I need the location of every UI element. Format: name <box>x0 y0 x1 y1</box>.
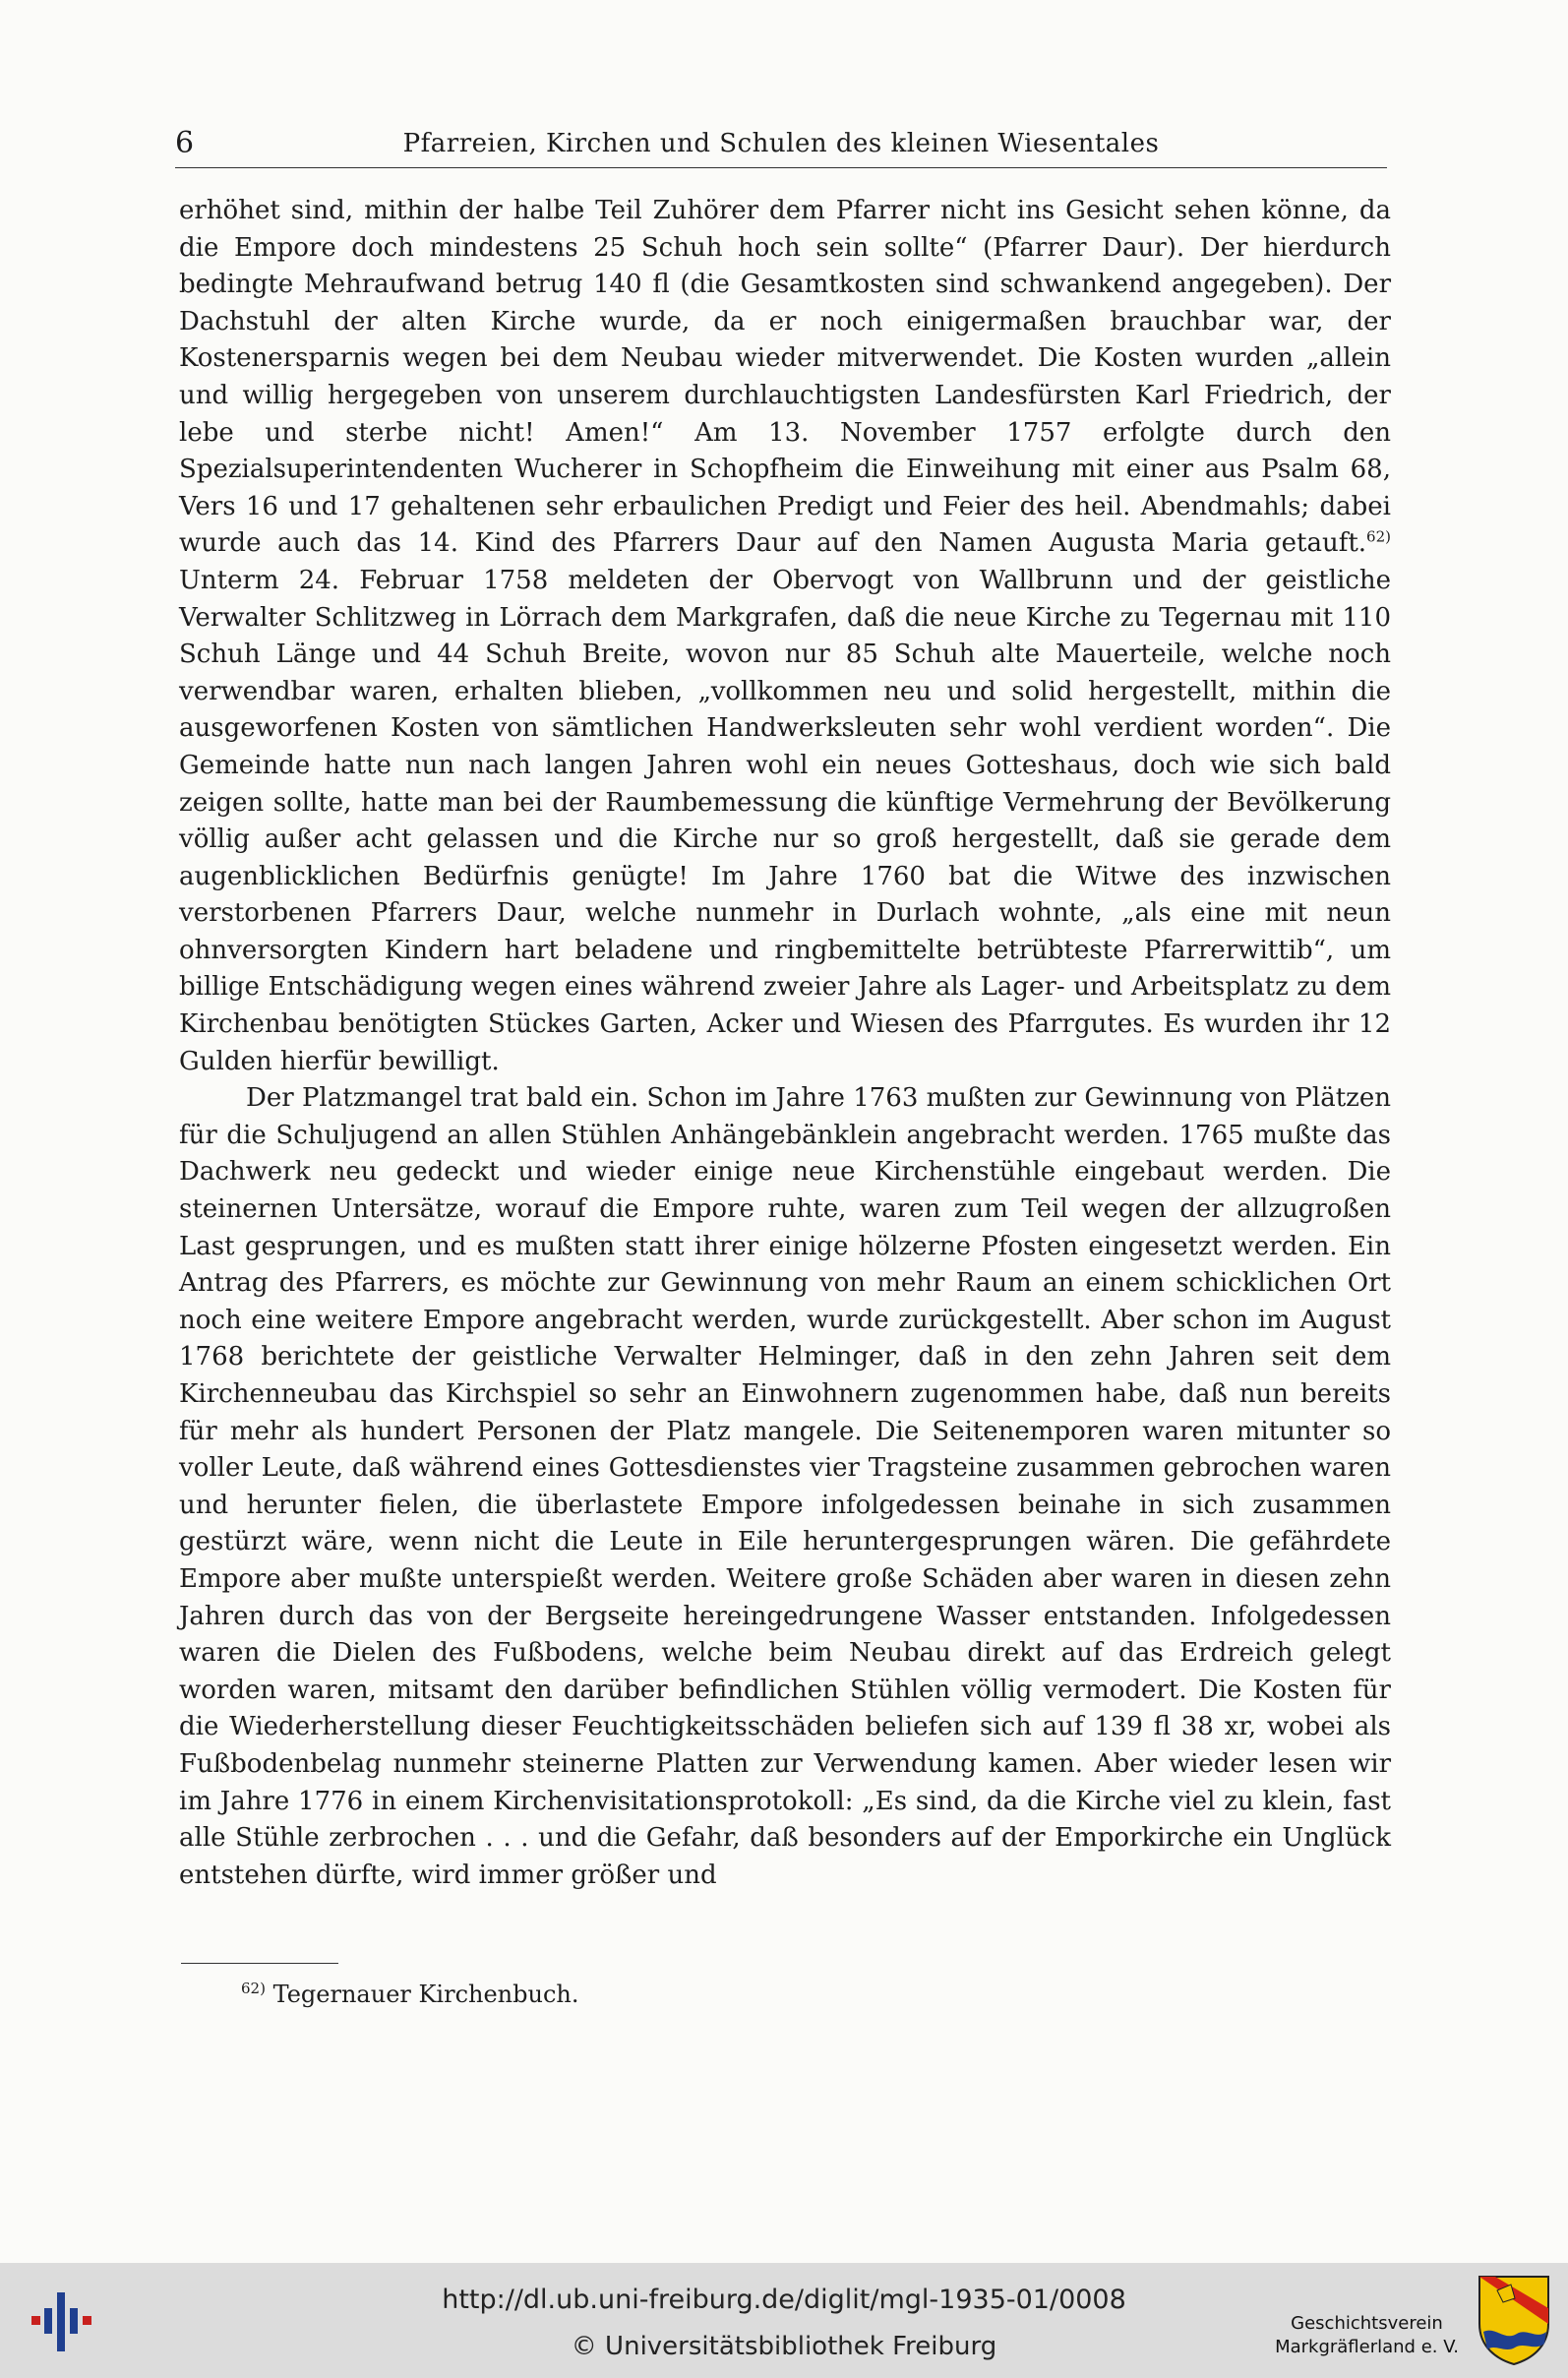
document-url[interactable] <box>0 2285 1568 2315</box>
running-title: Pfarreien, Kirchen und Schulen des kleinen Wiesentales <box>402 129 1160 158</box>
page-header <box>175 124 1387 168</box>
footnote-text: Tegernauer Kirchenbuch. <box>265 1981 579 2008</box>
paragraph <box>179 193 1391 1080</box>
society-name-line: Geschichtsverein <box>1291 2313 1443 2334</box>
footnote-reference[interactable]: 62) <box>1366 527 1391 546</box>
copyright-notice: © Universitätsbibliothek Freiburg <box>571 2332 997 2361</box>
society-name-line: Markgräflerland e. V. <box>1275 2337 1459 2357</box>
footnote-marker: 62) <box>241 1980 266 1997</box>
paragraph-text: erhöhet sind, mithin der halbe Teil Zuhörer dem Pfarrer nicht ins Gesicht sehen könne, da die Empore doch mindestens 25 Schuh hoch sein sollte“ (Pfarrer Daur). Der hierdurch bedingte Mehraufwand betrug 140 fl (die Gesamtkosten sind schwankend angegeben). Der Dachstuhl der alten Kirche wurde, da er noch einigermaßen brauchbar war, der Kostenersparnis wegen bei dem Neubau wieder mitverwendet. Die Kosten wurden „allein und willig hergegeben von unserem durchlauchtigsten Landesfürsten Karl Friedrich, der lebe und sterbe nicht! Amen!“ Am 13. November 1757 erfolgte durch den Spezialsuperintendenten Wucherer in Schopfheim die Einweihung mit einer aus Psalm 68, Vers 16 und 17 gehaltenen sehr erbaulichen Predigt und Feier des heil. Abendmahls; dabei wurde auch das 14. Kind des Pfarrers Daur auf den Namen Augusta Maria getauft. <box>179 196 1391 559</box>
document-link[interactable]: http://dl.ub.uni-freiburg.de/diglit/mgl-1935-01/0008 <box>442 2285 1126 2315</box>
body-text <box>179 193 1391 1894</box>
footer-bar <box>0 2263 1568 2378</box>
paragraph-text: Unterm 24. Februar 1758 meldeten der Obervogt von Wallbrunn und der geistliche Verwalter Schlitzweg in Lörrach dem Markgrafen, daß die neue Kirche zu Tegernau mit 110 Schuh Länge und 44 Schuh Breite, wovon nur 85 Schuh alte Mauerteile, welche noch verwendbar waren, erhalten blieben, „vollkommen neu und solid hergestellt, mithin die ausgeworfenen Kosten von sämtlichen Handwerksleuten sehr wohl verdient worden“. Die Gemeinde hatte nun nach langen Jahren wohl ein neues Gotteshaus, doch wie sich bald zeigen sollte, hatte man bei der Raumbemessung die künftige Vermehrung der Bevölkerung völlig außer acht gelassen und die Kirche nur so groß hergestellt, daß sie gerade dem augenblicklichen Bedürfnis genügte! Im Jahre 1760 bat die Witwe des inzwischen verstorbenen Pfarrers Daur, welche nunmehr in Durlach wohnte, „als eine mit neun ohnversorgten Kindern hart beladene und ringbemittelte betrübteste Pfarrerwittib“, um billige Entschädigung wegen eines während zweier Jahre als Lager- und Arbeitsplatz zu dem Kirchenbau benötigten Stückes Garten, Acker und Wiesen des Pfarrgutes. Es wurden ihr 12 Gulden hierfür bewilligt. <box>179 565 1391 1076</box>
page-number: 6 <box>175 126 195 160</box>
footnote-divider <box>181 1963 338 1964</box>
paragraph <box>179 1080 1391 1894</box>
coat-of-arms-icon <box>1476 2273 1552 2367</box>
footnote <box>241 1978 578 2011</box>
society-name <box>1261 2312 1473 2359</box>
paragraph-text: Der Platzmangel trat bald ein. Schon im Jahre 1763 mußten zur Gewinnung von Plätzen für die Schuljugend an allen Stühlen Anhängebänklein angebracht werden. 1765 mußte das Dachwerk neu gedeckt und wieder einige neue Kirchenstühle eingebaut werden. Die steinernen Untersätze, worauf die Empore ruhte, waren zum Teil wegen der allzugroßen Last gesprungen, und es mußten statt ihrer einige hölzerne Pfosten eingesetzt werden. Ein Antrag des Pfarrers, es möchte zur Gewinnung von mehr Raum an einem schicklichen Ort noch eine weitere Empore angebracht werden, wurde zurückgestellt. Aber schon im August 1768 berichtete der geistliche Verwalter Helminger, daß in den zehn Jahren seit dem Kirchenneubau das Kirchspiel so sehr an Einwohnern zugenommen habe, daß nun bereits für mehr als hundert Personen der Platz mangele. Die Seitenemporen waren mitunter so voller Leute, daß während eines Gottesdienstes vier Tragsteine zusammen gebrochen waren und herunter fielen, die überlastete Empore infolgedessen beinahe in sich zusammen gestürzt wäre, wenn nicht die Leute in Eile heruntergesprungen wären. Die gefährdete Empore aber mußte unterspießt werden. Weitere große Schäden aber waren in diesen zehn Jahren durch das von der Bergseite hereingedrungene Wasser entstanden. Infolgedessen waren die Dielen des Fußbodens, welche beim Neubau direkt auf das Erdreich gelegt worden waren, mitsamt den darüber befindlichen Stühlen völlig vermodert. Die Kosten für die Wiederherstellung dieser Feuchtigkeitsschäden beliefen sich auf 139 fl 38 xr, wobei als Fußbodenbelag nunmehr steinerne Platten zur Verwendung kamen. Aber wieder lesen wir im Jahre 1776 in einem Kirchenvisitationsprotokoll: „Es sind, da die Kirche viel zu klein, fast alle Stühle zerbrochen . . . und die Gefahr, daß besonders auf der Emporkirche ein Unglück entstehen dürfte, wird immer größer und <box>179 1083 1391 1890</box>
